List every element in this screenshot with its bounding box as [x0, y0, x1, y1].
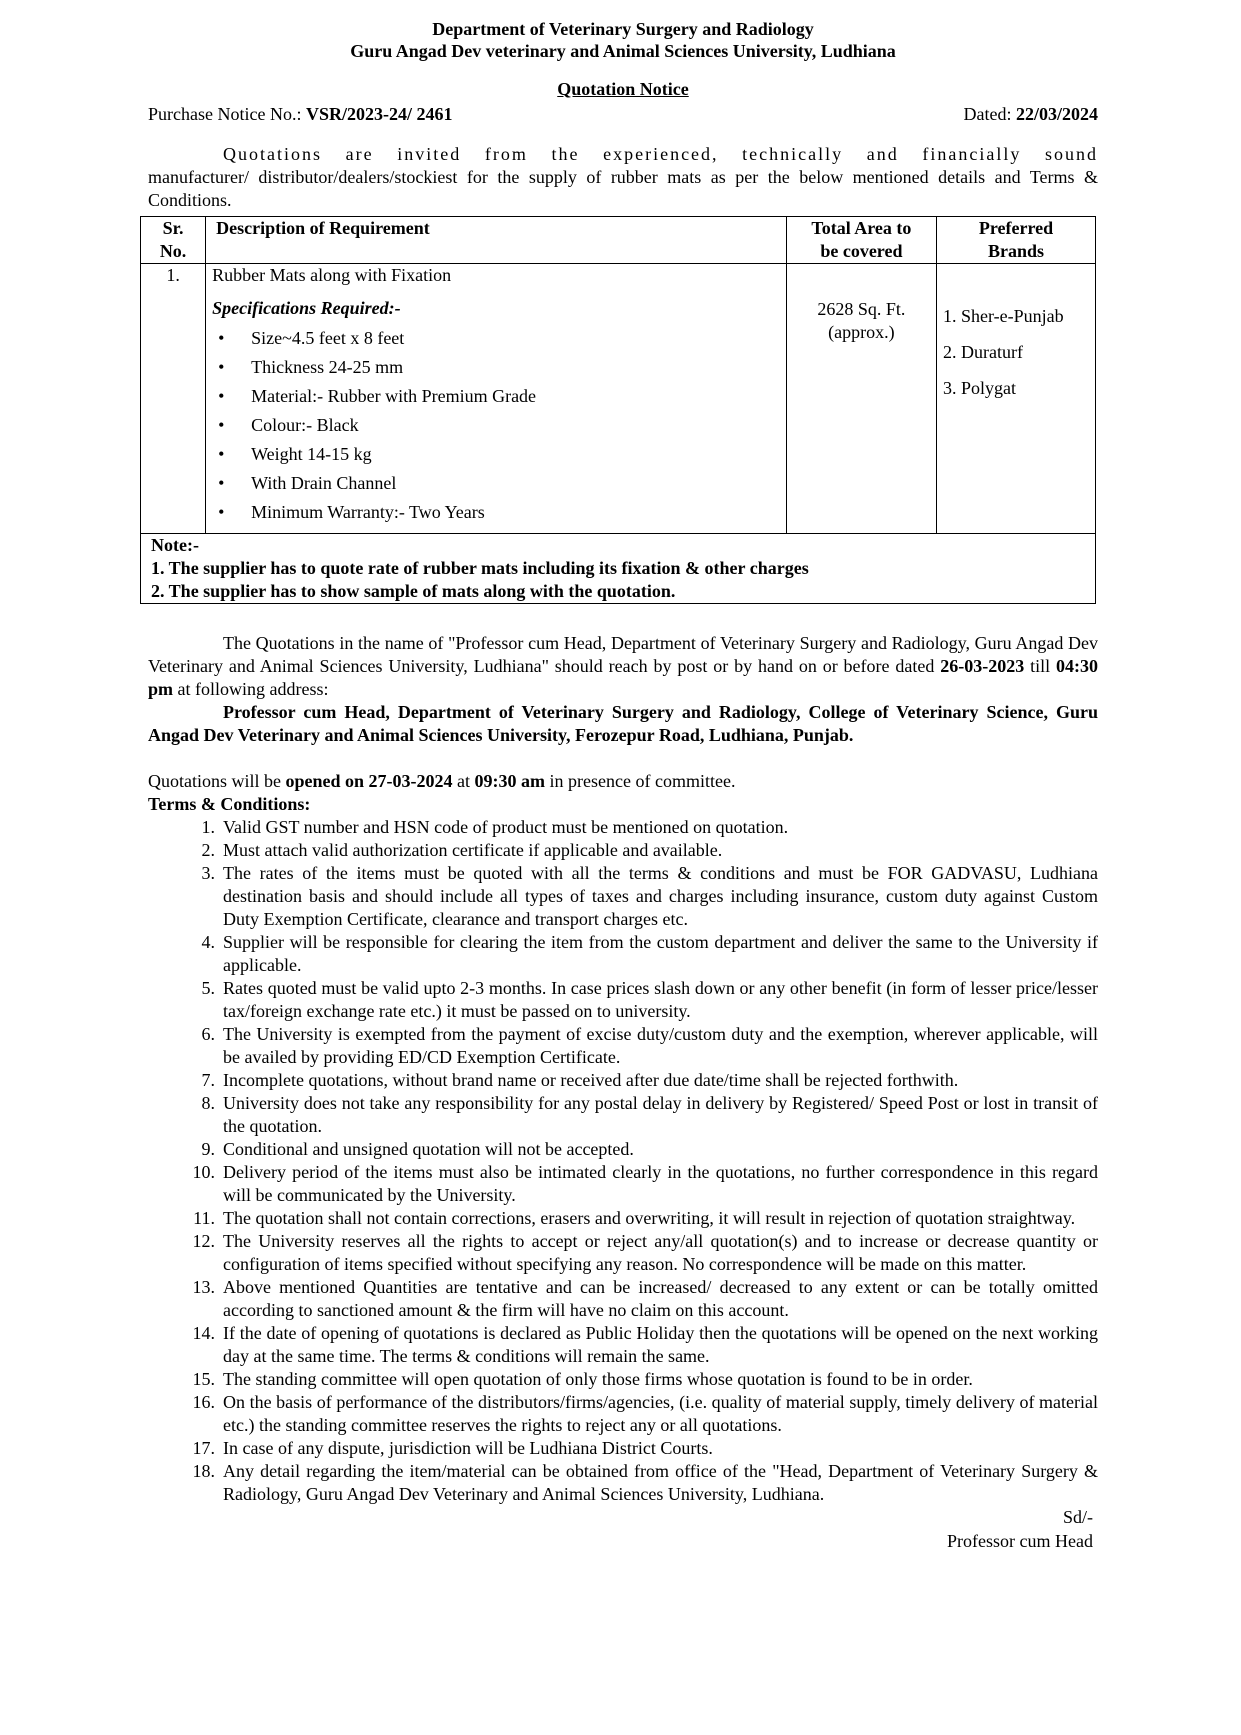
sr-no-header: Sr. No.: [141, 217, 206, 264]
list-item: 17. In case of any dispute, jurisdiction will be Ludhiana District Courts.: [192, 1438, 713, 1458]
list-item: 7. Incomplete quotations, without brand name or received after due date/time shall be rejected forthwith.: [201, 1070, 959, 1090]
list-item: 13. Above mentioned Quantities are tentative and can be increased/ decreased to any extent or can be totally omitted according to sanctioned amount & the firm will have no claim on this account.: [192, 1277, 1098, 1320]
notice-date: Dated: 22/03/2024: [963, 104, 1098, 124]
list-item: 11. The quotation shall not contain corrections, erasers and overwriting, it will result in rejection of quotation straightway.: [193, 1208, 1076, 1228]
list-item: 12. The University reserves all the rights to accept or reject any/all quotation(s) and to increase or decrease quantity or configuration of items specified without specifying any reason. No correspondence will be made on this matter.: [192, 1231, 1098, 1274]
list-item: • Thickness 24-25 mm: [212, 353, 780, 382]
document-page: [148, 18, 1098, 1553]
area-cell: 2628 Sq. Ft. (approx.): [786, 264, 936, 534]
list-item: • With Drain Channel: [212, 469, 780, 498]
sr-no-cell: 1.: [141, 264, 206, 534]
terms-heading: Terms & Conditions:: [148, 794, 311, 814]
notice-number-line: [148, 103, 1098, 126]
list-item: 18. Any detail regarding the item/material can be obtained from office of the "Head, Department of Veterinary Surgery & Radiology, Guru Angad Dev Veterinary and Animal Sciences University, Ludhiana.: [192, 1461, 1098, 1504]
list-item: 3. Polygat: [942, 378, 1016, 398]
intro-paragraph: Quotations are invited from the experienced, technically and financially sound manufacturer/ distributor/dealers/stockiest for the supply of rubber mats as per the below mentioned details and Terms & Conditions.: [148, 144, 1098, 210]
list-item: 10. Delivery period of the items must also be intimated clearly in the quotations, no further correspondence in this regard will be communicated by the University.: [192, 1162, 1098, 1205]
signature-designation: Professor cum Head: [947, 1531, 1093, 1551]
requirement-table: [140, 216, 1096, 604]
note-row: [141, 534, 1096, 604]
brands-list: [943, 298, 1089, 406]
submission-paragraph: The Quotations in the name of "Professor cum Head, Department of Veterinary Surgery and Radiology, Guru Angad Dev Veterinary and Animal Sciences University, Ludhiana" should reach by post or by hand on or before dated 26-03-2023 till 04:30 pm at following address:: [148, 633, 1098, 699]
list-item: 9. Conditional and unsigned quotation will not be accepted.: [201, 1139, 634, 1159]
signature-sd: Sd/-: [1062, 1507, 1093, 1527]
department-heading: Department of Veterinary Surgery and Radiology: [432, 19, 814, 39]
list-item: 1. Sher-e-Punjab: [942, 306, 1064, 326]
terms-list: [148, 816, 1098, 1506]
list-item: 3. The rates of the items must be quoted with all the terms & conditions and must be FOR GADVASU, Ludhiana destination basis and should include all types of taxes and charges including insurance, custom duty against Custom Duty Exemption Certificate, clearance and transport charges etc.: [201, 863, 1098, 929]
submission-address: Professor cum Head, Department of Veterinary Surgery and Radiology, College of Veterinary Science, Guru Angad Dev Veterinary and Animal Sciences University, Ferozepur Road, Ludhiana, Punjab.: [148, 702, 1098, 745]
table-header-row: [141, 217, 1096, 264]
list-item: 16. On the basis of performance of the distributors/firms/agencies, (i.e. quality of material supply, timely delivery of material etc.) the standing committee reserves the rights to reject any or all quotations.: [192, 1392, 1098, 1435]
specifications-list: [212, 324, 780, 527]
area-header: Total Area to be covered: [786, 217, 936, 264]
description-cell: [206, 264, 787, 534]
table-row: [141, 264, 1096, 534]
brands-cell: [936, 264, 1095, 534]
list-item: 6. The University is exempted from the payment of excise duty/custom duty and the exemption, wherever applicable, will be availed by providing ED/CD Exemption Certificate.: [201, 1024, 1098, 1067]
list-item: • Minimum Warranty:- Two Years: [212, 498, 780, 527]
specifications-heading: Specifications Required:-: [212, 298, 401, 318]
brands-header: Preferred Brands: [936, 217, 1095, 264]
list-item: • Weight 14-15 kg: [212, 440, 780, 469]
list-item: 15. The standing committee will open quotation of only those firms whose quotation is found to be in order.: [192, 1369, 973, 1389]
note-cell: Note:- 1. The supplier has to quote rate of rubber mats including its fixation & other charges 2. The supplier has to show sample of mats along with the quotation.: [141, 534, 1096, 604]
description-header: Description of Requirement: [206, 217, 787, 264]
opening-line: Quotations will be opened on 27-03-2024 at 09:30 am in presence of committee.: [148, 771, 736, 791]
purchase-notice-number: Purchase Notice No.: VSR/2023-24/ 2461: [148, 104, 453, 124]
list-item: 2. Must attach valid authorization certificate if applicable and available.: [201, 840, 723, 860]
notice-title: Quotation Notice: [557, 79, 689, 99]
list-item: 14. If the date of opening of quotations is declared as Public Holiday then the quotations will be opened on the next working day at the same time. The terms & conditions will remain the same.: [192, 1323, 1098, 1366]
item-name: Rubber Mats along with Fixation: [212, 265, 452, 285]
list-item: 2. Duraturf: [942, 342, 1023, 362]
list-item: 1. Valid GST number and HSN code of product must be mentioned on quotation.: [201, 817, 789, 837]
list-item: • Colour:- Black: [212, 411, 780, 440]
list-item: • Material:- Rubber with Premium Grade: [212, 382, 780, 411]
list-item: 5. Rates quoted must be valid upto 2-3 months. In case prices slash down or any other benefit (in form of lesser price/lesser tax/foreign exchange rate etc.) it must be passed on to university.: [201, 978, 1098, 1021]
list-item: • Size~4.5 feet x 8 feet: [212, 324, 780, 353]
list-item: 8. University does not take any responsibility for any postal delay in delivery by Registered/ Speed Post or lost in transit of the quotation.: [201, 1093, 1098, 1136]
list-item: 4. Supplier will be responsible for clearing the item from the custom department and deliver the same to the University if applicable.: [201, 932, 1098, 975]
university-heading: Guru Angad Dev veterinary and Animal Sciences University, Ludhiana: [350, 41, 896, 61]
